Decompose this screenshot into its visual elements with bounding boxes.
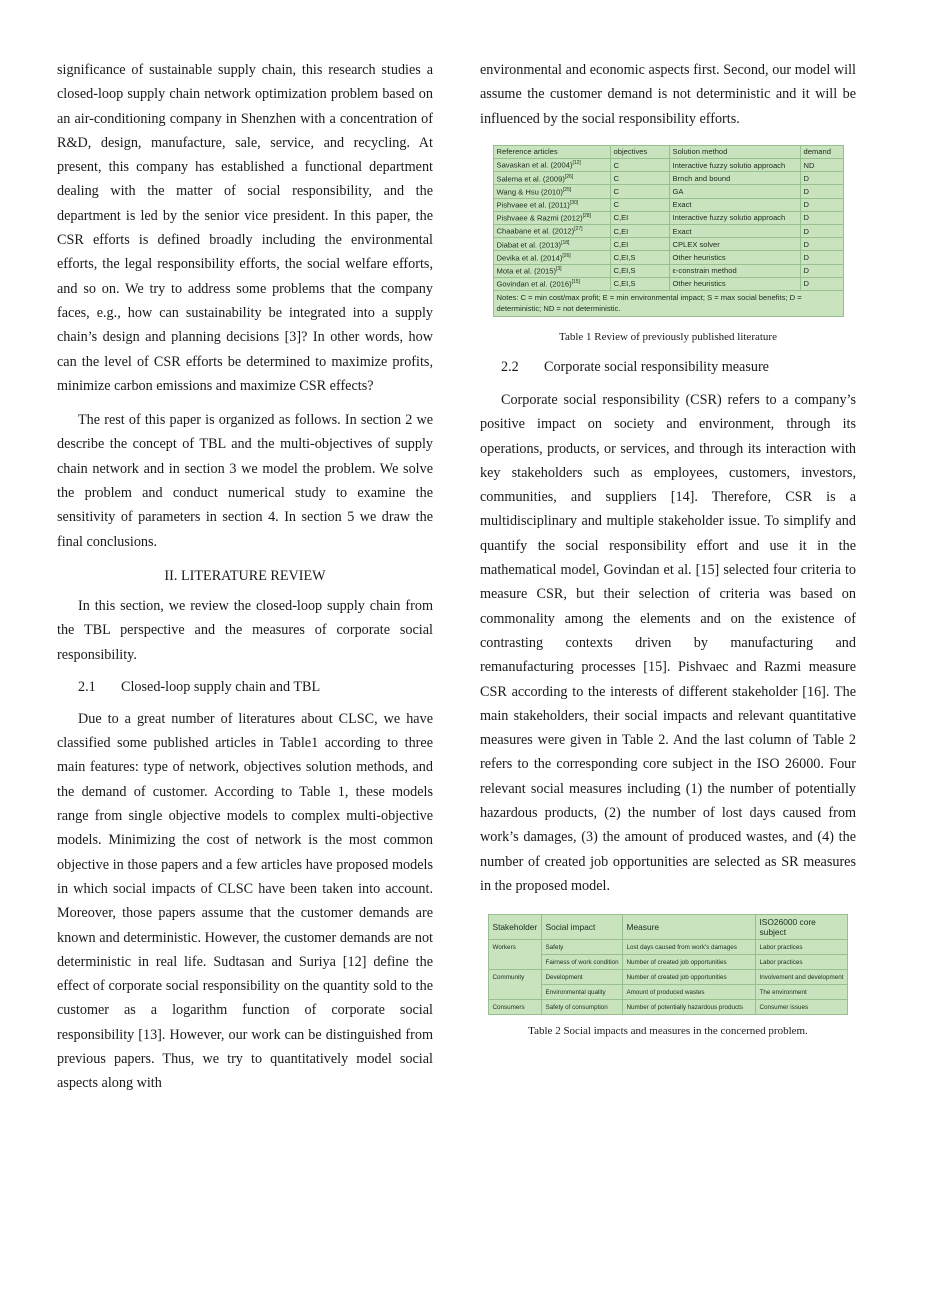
clsc-paragraph: Due to a great number of literatures about CLSC, we have classified some published articles in Table1 according to three main features: type of network, objectives solution methods, and the demand of customer. According to Table 1, these models range from single objective models to complex multi-objective models. Minimizing the cost of network is the most common objective in those papers and a few articles have proposed models in which social impacts of CLSC have been taken into account. Moreover, those papers assume that the customer demands are known and deterministic. However, the customer demands are not deterministic in real life. Sudtasan and Suriya [12] define the effect of corporate social responsibility on the quantity sold to the customer as a logarithm function of corporate social responsibility [13]. However, our work can be distinguished from previous papers. Thus, we try to quantitatively model social aspects along with bbox=[57, 710, 433, 1092]
subsection-number: 2.1 bbox=[78, 678, 96, 695]
table-header-cell: objectives bbox=[610, 145, 669, 158]
solution-method-cell: Interactive fuzzy solutio approach bbox=[669, 159, 800, 172]
table-row bbox=[493, 172, 843, 185]
social-impact-cell: Environmental quality bbox=[542, 985, 623, 1000]
reference-citation: [12] bbox=[572, 160, 581, 167]
solution-method-cell: Exact bbox=[669, 225, 800, 238]
table-header-cell: Reference articles bbox=[493, 145, 610, 158]
demand-cell: D bbox=[800, 277, 843, 290]
reference-text: Diabat et al. (2013) bbox=[496, 240, 562, 250]
reference-cell bbox=[493, 185, 610, 198]
solution-method-cell: Other heuristics bbox=[669, 277, 800, 290]
iso-core-subject-cell: The environment bbox=[756, 985, 847, 1000]
reference-cell bbox=[493, 264, 610, 277]
reference-text: Govindan et al. (2016) bbox=[496, 279, 572, 289]
table-row bbox=[489, 1000, 847, 1015]
objectives-cell: C bbox=[610, 159, 669, 172]
reference-text: Savaskan et al. (2004) bbox=[496, 160, 573, 170]
reference-cell bbox=[493, 211, 610, 224]
table-row bbox=[489, 940, 847, 955]
solution-method-cell: CPLEX solver bbox=[669, 238, 800, 251]
continuation-paragraph: environmental and economic aspects first. Second, our model will assume the customer demand is not deterministic and it will be influenced by the social responsibility efforts. bbox=[480, 62, 856, 127]
reference-citation: [18] bbox=[561, 239, 570, 246]
reference-cell bbox=[493, 172, 610, 185]
subsection-title: Corporate social responsibility measure bbox=[544, 358, 769, 375]
table-row bbox=[493, 238, 843, 251]
demand-cell: D bbox=[800, 185, 843, 198]
table-row bbox=[493, 198, 843, 211]
stakeholder-cell bbox=[489, 955, 542, 970]
reference-citation: [25] bbox=[562, 186, 572, 193]
solution-method-cell: GA bbox=[669, 185, 800, 198]
objectives-cell: C,EI bbox=[610, 238, 669, 251]
demand-cell: D bbox=[800, 264, 843, 277]
reference-citation: [3] bbox=[556, 265, 562, 272]
objectives-cell: C,EI bbox=[610, 211, 669, 224]
reference-cell bbox=[493, 251, 610, 264]
reference-citation: [27] bbox=[574, 226, 583, 233]
subsection-number: 2.2 bbox=[501, 358, 519, 375]
reference-citation: [28] bbox=[582, 213, 591, 220]
reference-cell bbox=[493, 225, 610, 238]
table-row bbox=[493, 185, 843, 198]
table-row bbox=[493, 225, 843, 238]
reference-text: Wang & Hsu (2010) bbox=[496, 187, 563, 197]
solution-method-cell: ε-constrain method bbox=[669, 264, 800, 277]
objectives-cell: C,EI,S bbox=[610, 277, 669, 290]
organization-paragraph: The rest of this paper is organized as follows. In section 2 we describe the concept of TBL and the multi-objectives of supply chain network and in section 3 we model the problem. We solve the problem and conduct numerical study to examine the sensitivity of parameters in section 4. In section 5 we draw the final conclusions. bbox=[57, 412, 433, 550]
table-header-row bbox=[493, 145, 843, 158]
intro-paragraph: significance of sustainable supply chain, this research studies a closed-loop supply chain network optimization problem based on an air-conditioning company in Shenzhen with a concentration of R&D, design, manufacture, sale, service, and recycling. At present, this company has established a functional department dealing with the matter of social responsibility, and the department is led by the senior vice president. In this paper, the CSR efforts is defined broadly including the environmental efforts, the legal responsibility efforts, the social welfare efforts, and so on. We try to address some problems that the company faces, e.g., how can sustainability be integrated into a supply chain’s design and planning decisions [3]? In other words, how can the level of CSR efforts be determined to maximize profits, minimize carbon emissions and maximize CSR effects? bbox=[57, 62, 433, 394]
solution-method-cell: Other heuristics bbox=[669, 251, 800, 264]
demand-cell: D bbox=[800, 172, 843, 185]
reference-text: Chaabane et al. (2012) bbox=[496, 226, 575, 236]
measure-cell: Number of created job opportunities bbox=[623, 970, 756, 985]
measure-cell: Number of created job opportunities bbox=[623, 955, 756, 970]
table-header-cell: ISO26000 core subject bbox=[756, 915, 847, 940]
reference-citation: [15] bbox=[571, 279, 580, 286]
reference-text: Pishvaee et al. (2011) bbox=[496, 200, 570, 210]
table2-caption: Table 2 Social impacts and measures in the concerned problem. bbox=[528, 1025, 808, 1038]
subsection-heading-2-1 bbox=[78, 675, 433, 699]
table-header-row bbox=[489, 915, 847, 940]
subsection-title: Closed-loop supply chain and TBL bbox=[121, 678, 321, 695]
subsection-heading-2-2 bbox=[501, 355, 856, 379]
demand-cell: ND bbox=[800, 159, 843, 172]
reference-text: Pishvaee & Razmi (2012) bbox=[496, 213, 583, 223]
reference-cell bbox=[493, 159, 610, 172]
social-impact-cell: Fairness of work condition bbox=[542, 955, 623, 970]
iso-core-subject-cell: Involvement and development bbox=[756, 970, 847, 985]
table-row bbox=[489, 970, 847, 985]
objectives-cell: C bbox=[610, 198, 669, 211]
table-row bbox=[489, 955, 847, 970]
reference-cell bbox=[493, 198, 610, 211]
solution-method-cell: Interactive fuzzy solutio approach bbox=[669, 211, 800, 224]
table-row bbox=[493, 211, 843, 224]
social-impact-cell: Safety of consumption bbox=[542, 1000, 623, 1015]
csr-paragraph: Corporate social responsibility (CSR) refers to a company’s positive impact on society and environment, through its operations, products, or services, and through its interaction with key stakeholders such as employees, customers, investors, communities, and suppliers [14]. Therefore, CSR is a multidisciplinary and multiple stakeholder issue. To simplify and quantify the social responsibility effort and use it in the mathematical model, Govindan et al. [15] selected four criteria to measure CSR, but their selection of criteria was based on commonality among the elements and on the existence of contrasting contexts driven by manufacturing and remanufacturing processes [15]. Pishvaec and Razmi measure CSR according to the interests of different stakeholder [16]. The main stakeholders, their social impacts and relevant quantitative measures were given in Table 2. And the last column of Table 2 refers to the corresponding core subject in the ISO 26000. Four relevant social measures including (1) the number of potentially hazardous products, (2) the number of lost days caused from work’s damages, (3) the amount of produced wastes, and (4) the number of created job opportunities are selected as SR measures in the proposed model. bbox=[480, 391, 856, 894]
measure-cell: Amount of produced wastes bbox=[623, 985, 756, 1000]
demand-cell: D bbox=[800, 238, 843, 251]
solution-method-cell: Exact bbox=[669, 198, 800, 211]
objectives-cell: C,EI,S bbox=[610, 264, 669, 277]
table-row bbox=[493, 251, 843, 264]
iso-core-subject-cell: Labor practices bbox=[756, 955, 847, 970]
reference-citation: [26] bbox=[564, 173, 574, 180]
objectives-cell: C,EI bbox=[610, 225, 669, 238]
table-header-cell: Solution method bbox=[669, 145, 800, 158]
demand-cell: D bbox=[800, 198, 843, 211]
reference-citation: [30] bbox=[569, 199, 579, 206]
table-notes-row bbox=[493, 290, 843, 316]
reference-text: Salema et al. (2009) bbox=[496, 174, 565, 184]
demand-cell: D bbox=[800, 225, 843, 238]
reference-text: Devika et al. (2014) bbox=[496, 253, 563, 263]
table-row bbox=[489, 985, 847, 1000]
section-heading: II. LITERATURE REVIEW bbox=[164, 567, 326, 584]
right-column bbox=[480, 58, 856, 1039]
table-notes: Notes: C = min cost/max profit; E = min environmental impact; S = max social benefits; D = deterministic; ND = not deterministic. bbox=[493, 290, 843, 316]
stakeholder-cell: Workers bbox=[489, 940, 542, 955]
measure-cell: Number of potentially hazardous products bbox=[623, 1000, 756, 1015]
demand-cell: D bbox=[800, 211, 843, 224]
measure-cell: Lost days caused from work's damages bbox=[623, 940, 756, 955]
table-row bbox=[493, 159, 843, 172]
table-row bbox=[493, 264, 843, 277]
demand-cell: D bbox=[800, 251, 843, 264]
reference-cell bbox=[493, 277, 610, 290]
section-intro-paragraph: In this section, we review the closed-loop supply chain from the TBL perspective and the measures of corporate social responsibility. bbox=[57, 597, 433, 663]
stakeholder-cell: Community bbox=[489, 970, 542, 985]
objectives-cell: C bbox=[610, 185, 669, 198]
social-impact-cell: Development bbox=[542, 970, 623, 985]
table-header-cell: demand bbox=[800, 145, 843, 158]
left-column bbox=[57, 58, 433, 1096]
objectives-cell: C bbox=[610, 172, 669, 185]
iso-core-subject-cell: Consumer issues bbox=[756, 1000, 847, 1015]
reference-text: Mota et al. (2015) bbox=[496, 266, 557, 276]
table-header-cell: Social impact bbox=[542, 915, 623, 940]
table1-caption: Table 1 Review of previously published literature bbox=[559, 330, 777, 343]
stakeholder-cell: Consumers bbox=[489, 1000, 542, 1015]
social-measures-table bbox=[488, 914, 847, 1015]
reference-cell bbox=[493, 238, 610, 251]
objectives-cell: C,EI,S bbox=[610, 251, 669, 264]
social-impact-cell: Safety bbox=[542, 940, 623, 955]
table-row bbox=[493, 277, 843, 290]
solution-method-cell: Brnch and bound bbox=[669, 172, 800, 185]
stakeholder-cell bbox=[489, 985, 542, 1000]
table-header-cell: Measure bbox=[623, 915, 756, 940]
iso-core-subject-cell: Labor practices bbox=[756, 940, 847, 955]
reference-citation: [26] bbox=[562, 252, 571, 259]
literature-table bbox=[493, 145, 844, 317]
table-header-cell: Stakeholder bbox=[489, 915, 542, 940]
